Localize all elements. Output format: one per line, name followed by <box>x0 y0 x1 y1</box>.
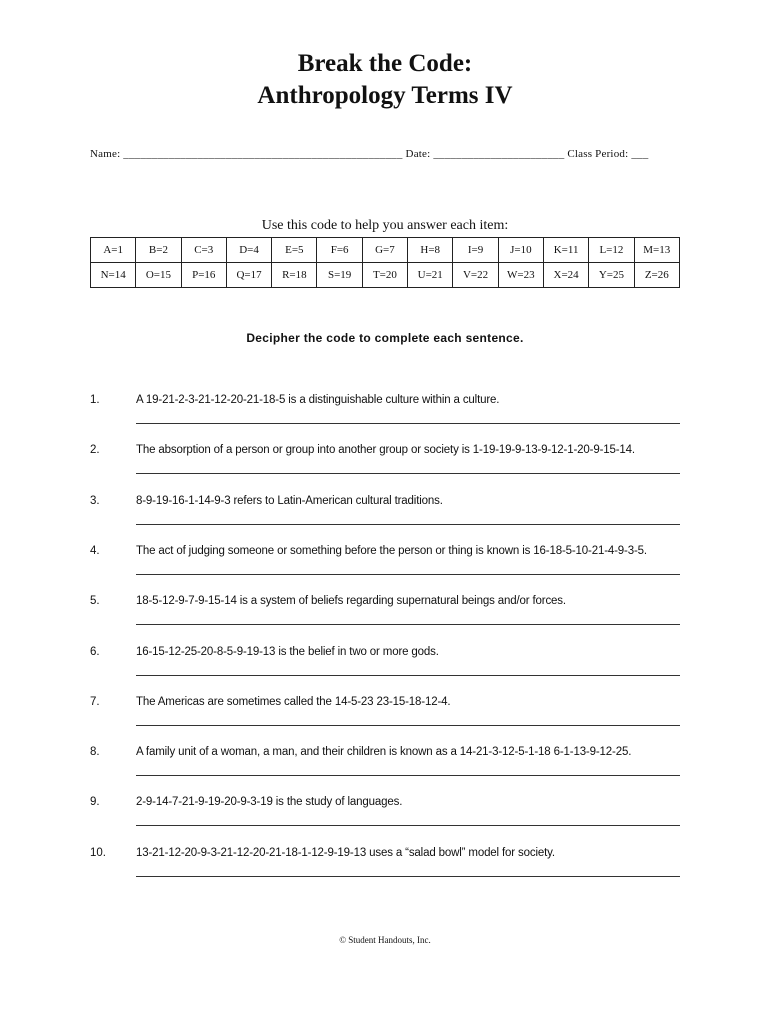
question-text: 16-15-12-25-20-8-5-9-19-13 is the belief in two or more gods. <box>136 645 439 658</box>
answer-line[interactable] <box>136 825 680 826</box>
code-cell: A=1 <box>91 238 136 263</box>
code-cell: M=13 <box>634 238 679 263</box>
question-item <box>90 595 680 645</box>
code-cell: H=8 <box>408 238 453 263</box>
question-text: 8-9-19-16-1-14-9-3 refers to Latin-American cultural traditions. <box>136 494 443 507</box>
question-number: 4. <box>90 544 100 557</box>
code-cell: G=7 <box>362 238 407 263</box>
answer-line[interactable] <box>136 423 680 424</box>
question-text: 2-9-14-7-21-9-19-20-9-3-19 is the study of languages. <box>136 796 403 809</box>
answer-line[interactable] <box>136 725 680 726</box>
code-cell: S=19 <box>317 263 362 288</box>
question-number: 6. <box>90 645 100 658</box>
date-field[interactable]: _______________________ <box>433 148 565 160</box>
question-item <box>90 394 680 444</box>
question-text: 13-21-12-20-9-3-21-12-20-21-18-1-12-9-19-13 uses a “salad bowl” model for society. <box>136 846 555 859</box>
question-number: 2. <box>90 444 100 457</box>
question-item <box>90 847 680 897</box>
question-text: A family unit of a woman, a man, and their children is known as a 14-21-3-12-5-1-18 6-1-13-9-12-25. <box>136 746 632 759</box>
code-cell: K=11 <box>543 238 588 263</box>
code-cell: C=3 <box>181 238 226 263</box>
question-text: The absorption of a person or group into another group or society is 1-19-19-9-13-9-12-1-20-9-15-14. <box>136 444 635 457</box>
question-item <box>90 545 680 595</box>
code-cell: F=6 <box>317 238 362 263</box>
question-number: 10. <box>90 846 106 859</box>
question-number: 8. <box>90 746 100 759</box>
code-key-table <box>90 237 680 288</box>
code-instructions: Use this code to help you answer each item: <box>261 218 509 233</box>
question-item <box>90 796 680 846</box>
question-text: The Americas are sometimes called the 14-5-23 23-15-18-12-4. <box>136 695 451 708</box>
question-number: 7. <box>90 695 100 708</box>
question-text: A 19-21-2-3-21-12-20-21-18-5 is a distinguishable culture within a culture. <box>136 394 500 406</box>
question-text: 18-5-12-9-7-9-15-14 is a system of beliefs regarding supernatural beings and/or forces. <box>136 595 566 608</box>
question-number: 5. <box>90 595 100 608</box>
code-cell: J=10 <box>498 238 543 263</box>
code-cell: Z=26 <box>634 263 679 288</box>
class-period-field[interactable]: ___ <box>631 148 649 160</box>
code-cell: O=15 <box>136 263 181 288</box>
code-cell: Y=25 <box>589 263 634 288</box>
code-cell: E=5 <box>272 238 317 263</box>
answer-line[interactable] <box>136 524 680 525</box>
code-row <box>91 238 680 263</box>
question-item <box>90 495 680 545</box>
question-item <box>90 696 680 746</box>
question-item <box>90 444 680 494</box>
answer-line[interactable] <box>136 675 680 676</box>
code-cell: P=16 <box>181 263 226 288</box>
student-info-line <box>90 148 680 160</box>
question-item <box>90 746 680 796</box>
question-text: The act of judging someone or something before the person or thing is known is 16-18-5-10-21-4-9-3-5. <box>136 544 647 557</box>
question-number: 1. <box>90 394 100 406</box>
code-cell: R=18 <box>272 263 317 288</box>
code-cell: V=22 <box>453 263 498 288</box>
code-cell: X=24 <box>543 263 588 288</box>
code-cell: B=2 <box>136 238 181 263</box>
question-item <box>90 646 680 696</box>
answer-line[interactable] <box>136 473 680 474</box>
copyright-footer: © Student Handouts, Inc. <box>339 935 431 945</box>
worksheet-title: Break the Code: <box>297 50 473 77</box>
name-label: Name: <box>90 148 124 160</box>
class-period-label: Class Period: <box>564 148 632 160</box>
decipher-instruction: Decipher the code to complete each sentence. <box>246 331 524 345</box>
name-field[interactable]: _________________________________________________ <box>123 148 403 160</box>
question-number: 9. <box>90 796 100 809</box>
code-cell: Q=17 <box>226 263 271 288</box>
date-label: Date: <box>402 148 434 160</box>
code-cell: T=20 <box>362 263 407 288</box>
worksheet-subtitle: Anthropology Terms IV <box>257 82 513 109</box>
code-cell: W=23 <box>498 263 543 288</box>
answer-line[interactable] <box>136 574 680 575</box>
code-row <box>91 263 680 288</box>
code-cell: U=21 <box>408 263 453 288</box>
answer-line[interactable] <box>136 775 680 776</box>
code-cell: L=12 <box>589 238 634 263</box>
code-cell: N=14 <box>91 263 136 288</box>
answer-line[interactable] <box>136 876 680 877</box>
question-number: 3. <box>90 494 100 507</box>
code-cell: D=4 <box>226 238 271 263</box>
code-cell: I=9 <box>453 238 498 263</box>
answer-line[interactable] <box>136 624 680 625</box>
